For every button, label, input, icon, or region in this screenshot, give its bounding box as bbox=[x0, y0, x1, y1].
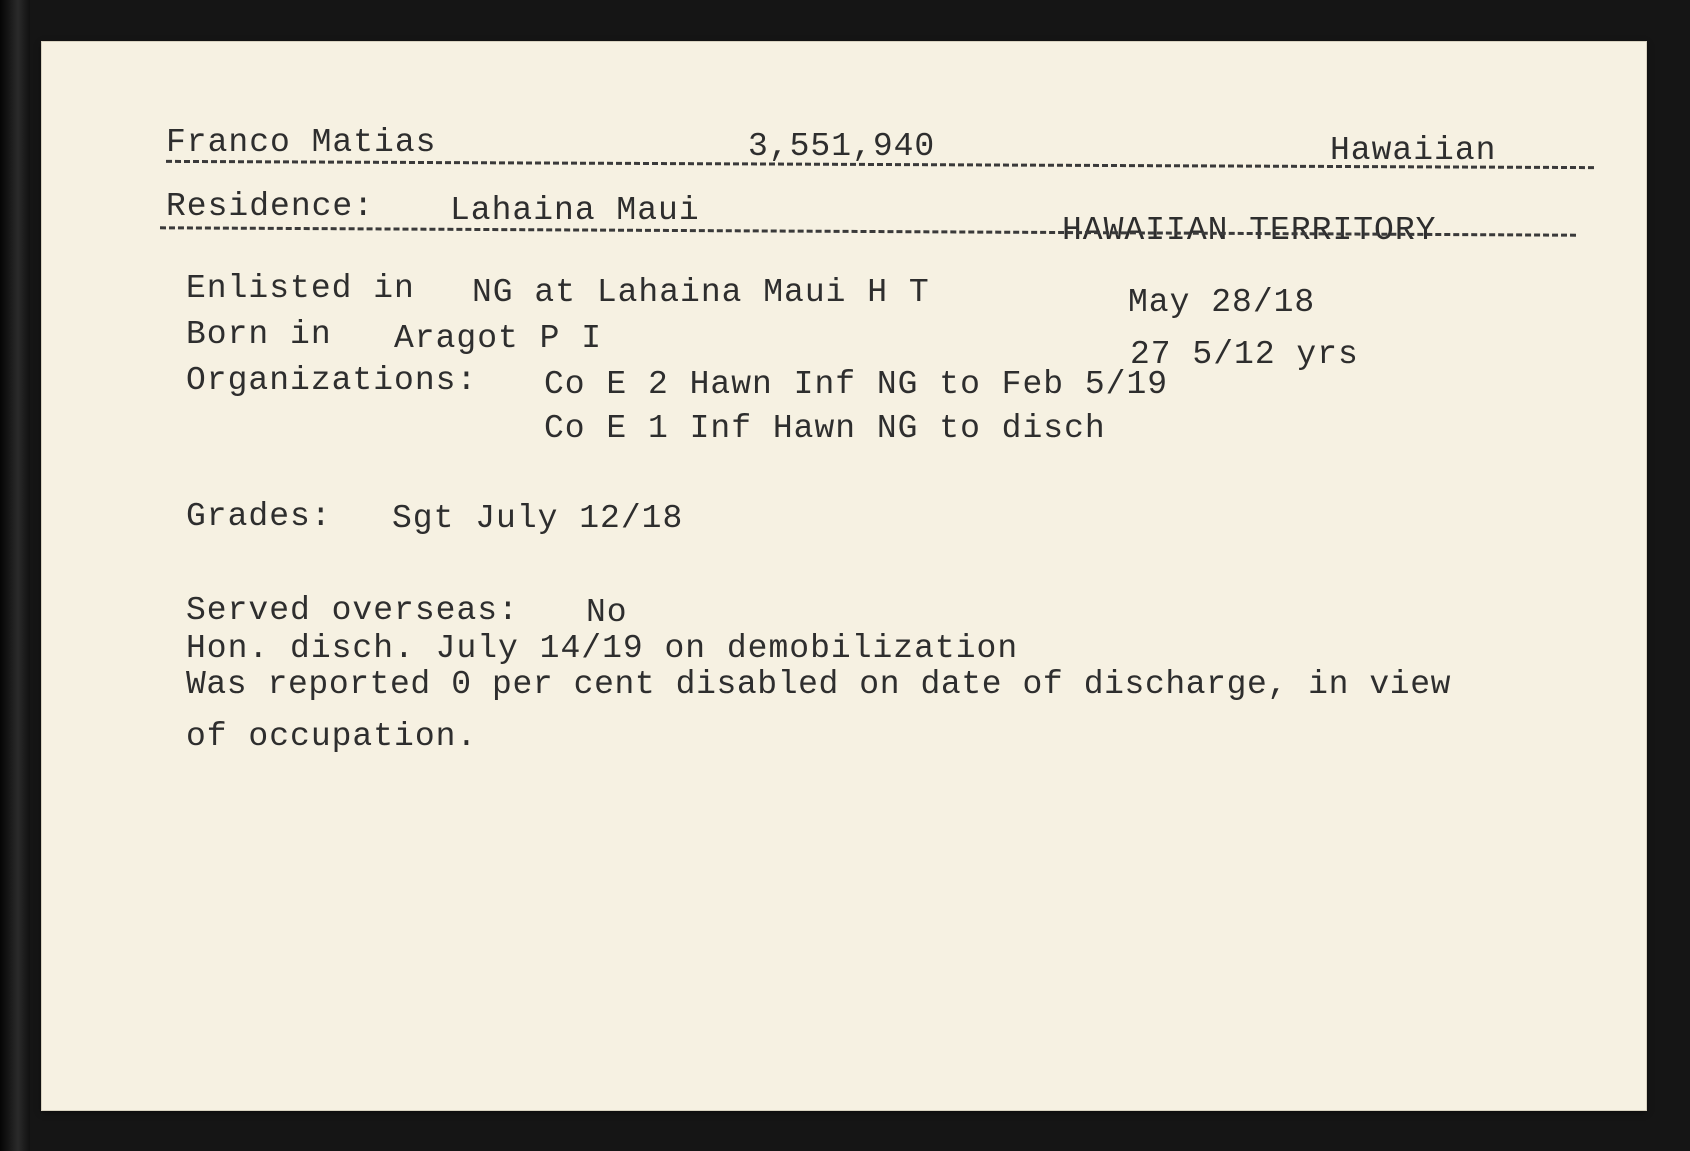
service-number: 3,551,940 bbox=[748, 128, 936, 165]
soldier-name: Franco Matias bbox=[166, 124, 437, 161]
disability-line-1: Was reported 0 per cent disabled on date of discharge, in view bbox=[186, 666, 1451, 703]
discharge-text: Hon. disch. July 14/19 on demobilization bbox=[186, 630, 1019, 667]
born-value: Aragot P I bbox=[394, 320, 603, 357]
overseas-value: No bbox=[586, 594, 628, 631]
age: 27 5/12 yrs bbox=[1130, 336, 1359, 373]
service-record-card bbox=[42, 42, 1646, 1110]
residence-value: Lahaina Maui bbox=[450, 192, 700, 229]
organizations-label: Organizations: bbox=[186, 362, 478, 399]
born-label: Born in bbox=[186, 316, 332, 353]
grades-label: Grades: bbox=[186, 498, 332, 535]
enlisted-value: NG at Lahaina Maui H T bbox=[472, 274, 930, 311]
enlisted-label: Enlisted in bbox=[186, 270, 415, 307]
organization-2: Co E 1 Inf Hawn NG to disch bbox=[544, 410, 1106, 447]
residence-label: Residence: bbox=[166, 188, 375, 225]
grades-value: Sgt July 12/18 bbox=[392, 500, 684, 537]
enlisted-date: May 28/18 bbox=[1128, 284, 1316, 321]
territory: HAWAIIAN TERRITORY bbox=[1062, 212, 1437, 249]
binder-edge bbox=[0, 0, 30, 1151]
race-label: Hawaiian bbox=[1330, 132, 1497, 169]
organization-1: Co E 2 Hawn Inf NG to Feb 5/19 bbox=[544, 366, 1169, 403]
disability-line-2: of occupation. bbox=[186, 718, 478, 755]
overseas-label: Served overseas: bbox=[186, 592, 519, 629]
